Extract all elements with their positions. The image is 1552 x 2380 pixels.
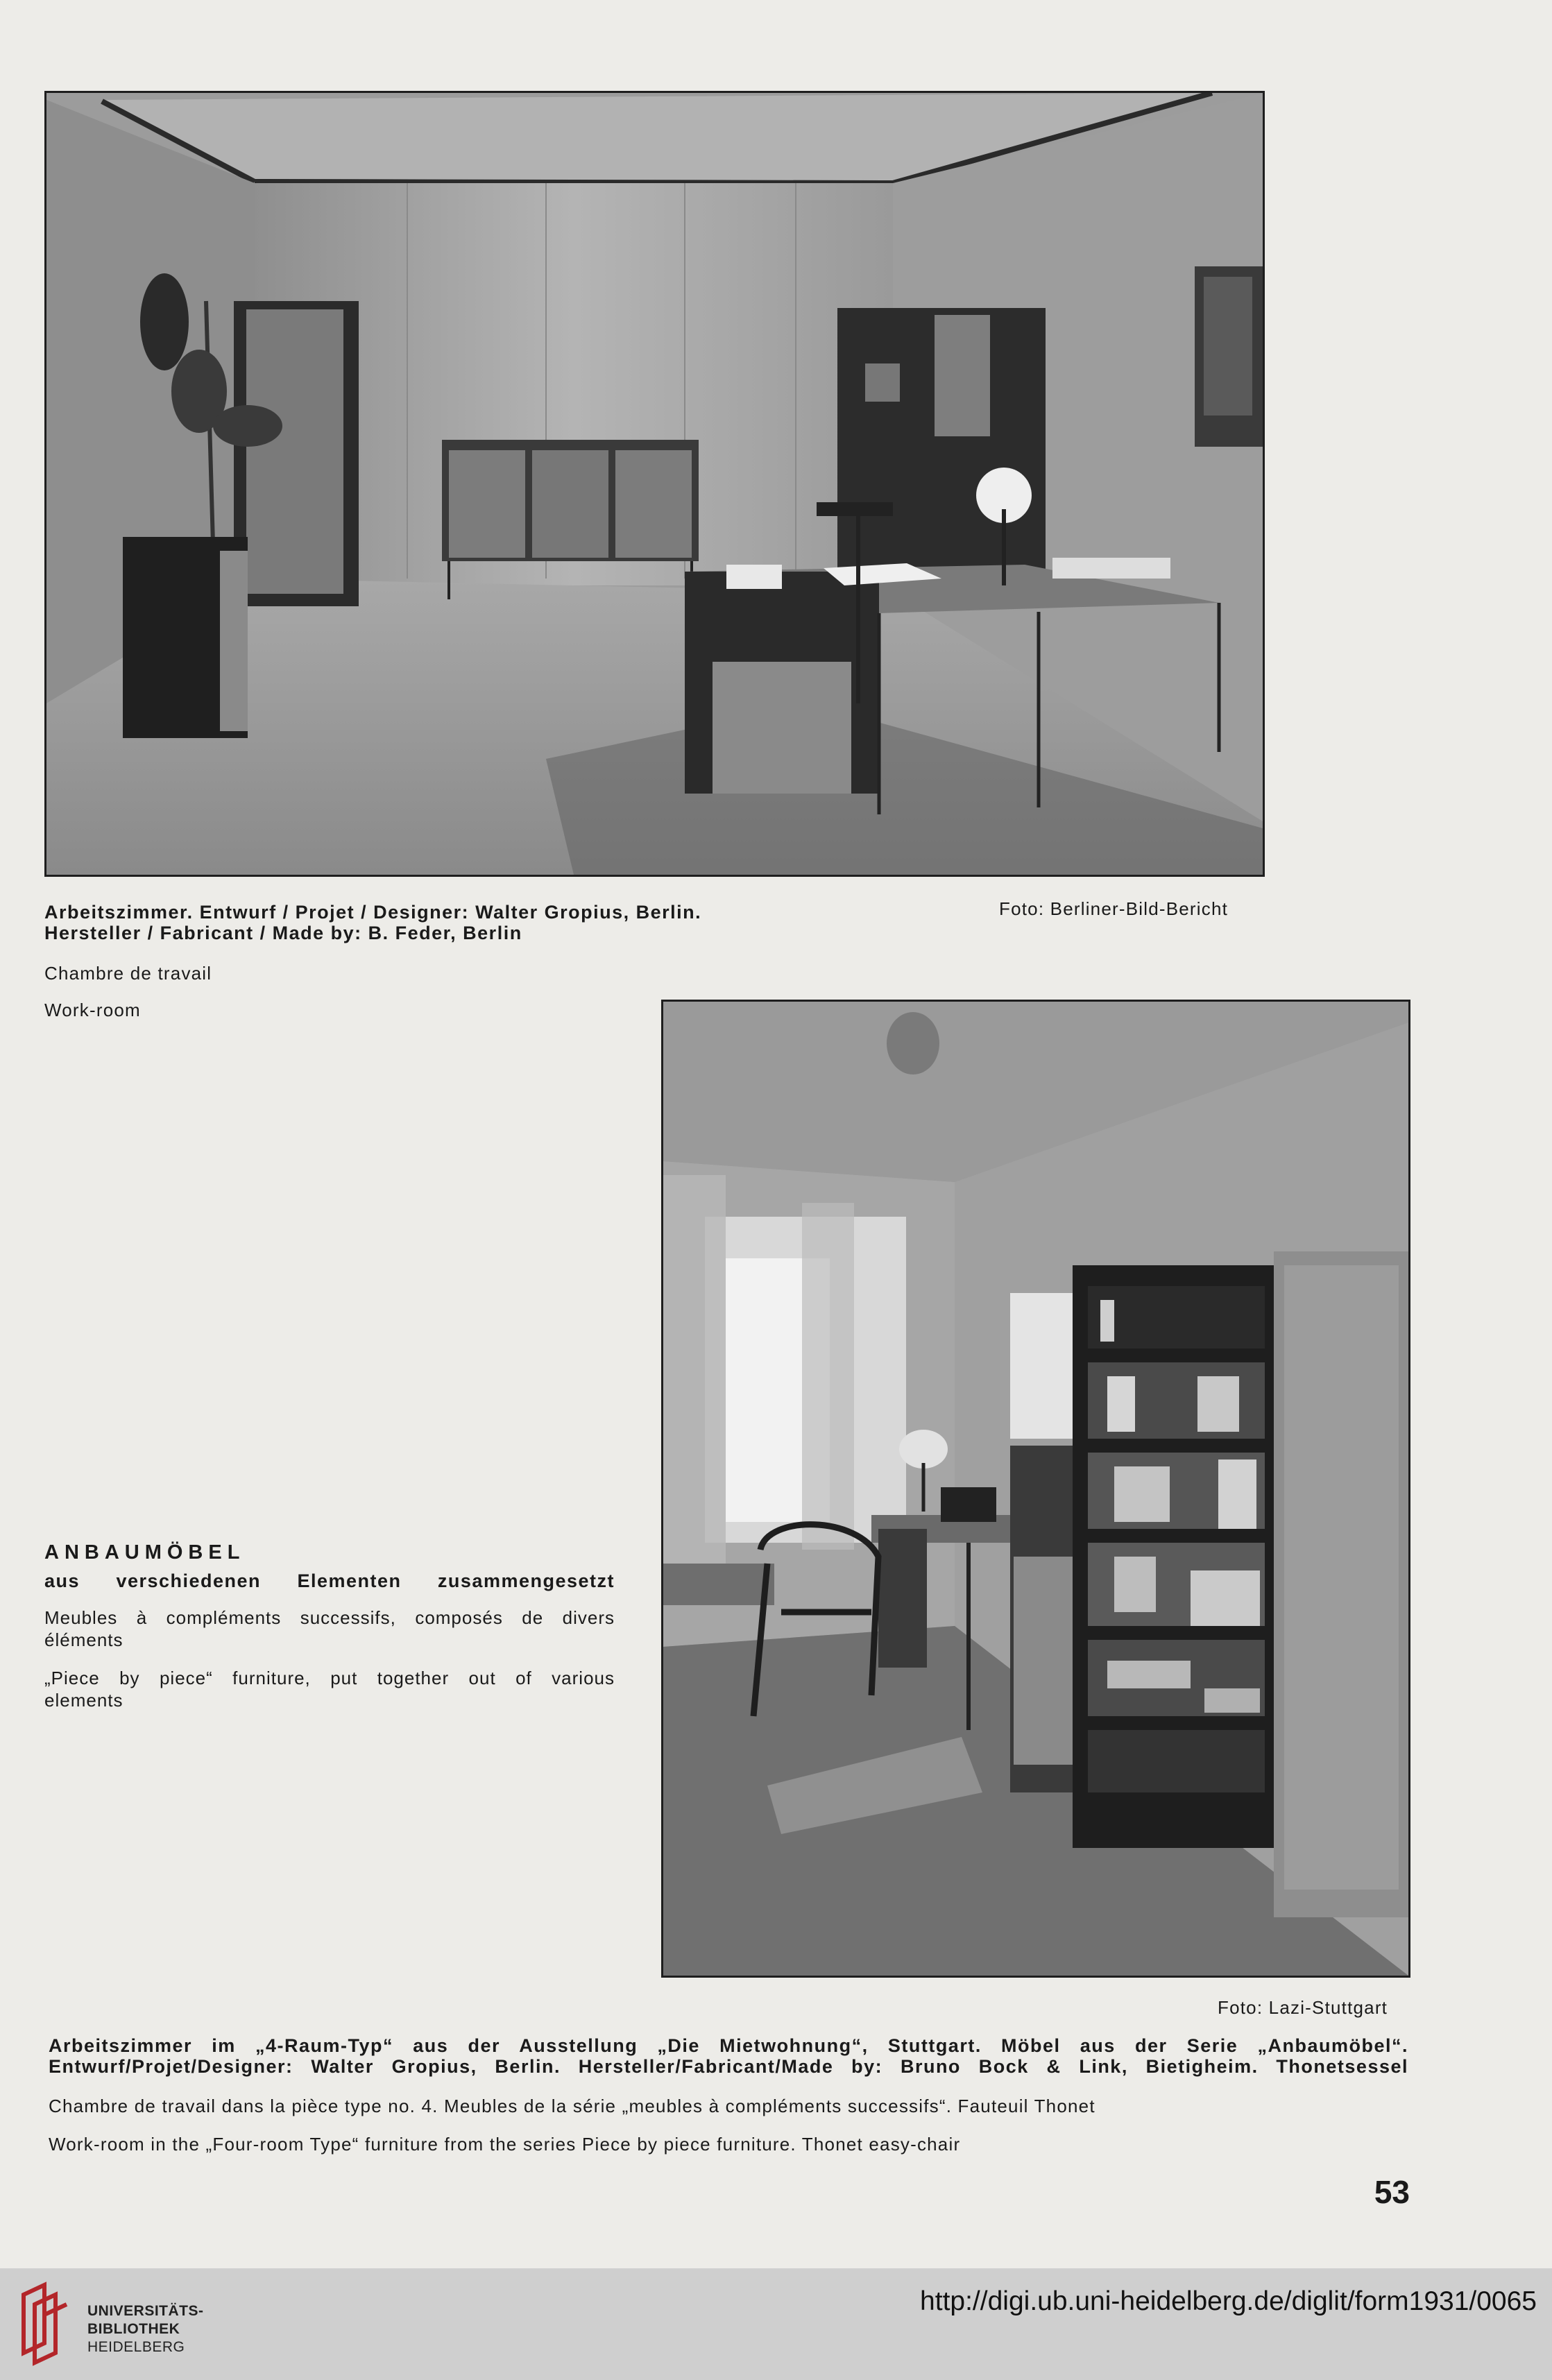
source-url-link[interactable]: http://digi.ub.uni-heidelberg.de/diglit/form1931/0065 <box>920 2286 1537 2316</box>
caption-bottom-french: Chambre de travail dans la pièce type no. 4. Meubles de la série „meubles à compléments successifs“. Fauteuil Thonet <box>49 2096 1095 2116</box>
photo-credit-top: Foto: Berliner-Bild-Bericht <box>999 898 1229 919</box>
caption-bottom-english: Work-room in the „Four-room Type“ furniture from the series Piece by piece furniture. Thonet easy-chair <box>49 2134 961 2155</box>
caption-top-french: Chambre de travail <box>44 963 212 984</box>
section-french-line1: Meubles à compléments successifs, composés de divers <box>44 1607 615 1628</box>
caption-top-designer: Arbeitszimmer. Entwurf / Projet / Designer: Walter Gropius, Berlin. <box>44 902 702 923</box>
section-english-text <box>44 1667 615 1711</box>
section-french-text <box>44 1607 615 1651</box>
library-logo-icon <box>17 2281 75 2367</box>
section-subtitle: aus verschiedenen Elementen zusammengesetzt <box>44 1570 615 1591</box>
caption-top-english: Work-room <box>44 1000 141 1020</box>
library-footer <box>0 2268 1552 2380</box>
caption-bottom-line1: Arbeitszimmer im „4-Raum-Typ“ aus der Ausstellung „Die Mietwohnung“, Stuttgart. Möbel aus der Serie „Anbaumöbel“. <box>49 2035 1408 2056</box>
section-title: ANBAUMÖBEL <box>44 1541 246 1564</box>
library-name-line2: BIBLIOTHEK <box>87 2321 180 2337</box>
photo-credit-bottom: Foto: Lazi-Stuttgart <box>1218 1997 1388 2018</box>
caption-top-maker: Hersteller / Fabricant / Made by: B. Feder, Berlin <box>44 923 522 943</box>
library-name-line1: UNIVERSITÄTS- <box>87 2303 204 2319</box>
workroom-photo-top <box>44 91 1265 877</box>
caption-bottom-line2: Entwurf/Projet/Designer: Walter Gropius, Berlin. Hersteller/Fabricant/Made by: Bruno Bock & Link, Bietigheim. Thonetsessel <box>49 2056 1408 2077</box>
section-english-line2: elements <box>44 1690 123 1711</box>
workroom-photo-bottom <box>661 1000 1410 1978</box>
section-french-line2: éléments <box>44 1629 123 1650</box>
section-english-line1: „Piece by piece“ furniture, put together out of various <box>44 1668 615 1688</box>
page-number: 53 <box>1374 2174 1410 2210</box>
library-name-line3: HEIDELBERG <box>87 2339 185 2355</box>
